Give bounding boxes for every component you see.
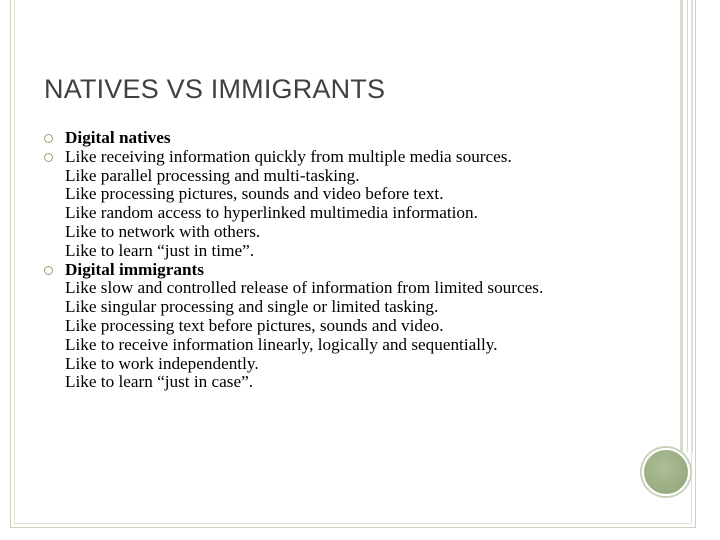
bullet-item bbox=[44, 148, 664, 261]
hollow-circle-bullet-icon bbox=[44, 134, 53, 143]
bullet-line: Digital immigrants bbox=[65, 259, 204, 279]
hollow-circle-bullet-icon bbox=[44, 266, 53, 275]
bullet-line: Like random access to hyperlinked multimedia information. bbox=[65, 203, 478, 223]
bullet-line: Like processing text before pictures, sounds and video. bbox=[65, 315, 444, 335]
bullet-line: Like to learn “just in time”. bbox=[65, 240, 255, 260]
slide-title: NATIVES VS IMMIGRANTS bbox=[44, 74, 386, 104]
bullet-line: Like to work independently. bbox=[65, 353, 259, 373]
green-circle-decoration bbox=[642, 448, 690, 496]
side-rule bbox=[692, 0, 693, 452]
hollow-circle-bullet-icon bbox=[44, 153, 53, 162]
bullet-line: Digital natives bbox=[65, 128, 171, 147]
bullet-line: Like to network with others. bbox=[65, 221, 261, 241]
bullet-line: Like to receive information linearly, logically and sequentially. bbox=[65, 334, 498, 354]
bullet-list bbox=[44, 129, 664, 392]
bullet-line: Like singular processing and single or limited tasking. bbox=[65, 297, 439, 317]
bullet-line: Like slow and controlled release of information from limited sources. bbox=[65, 278, 544, 298]
side-rule bbox=[687, 0, 688, 452]
side-rule bbox=[680, 0, 683, 452]
bullet-line: Like processing pictures, sounds and video before text. bbox=[65, 184, 444, 204]
bullet-item bbox=[44, 129, 664, 148]
bullet-line: Like parallel processing and multi-tasking. bbox=[65, 165, 360, 185]
bullet-line: Like receiving information quickly from multiple media sources. bbox=[65, 146, 512, 166]
bullet-line: Like to learn “just in case”. bbox=[65, 372, 254, 392]
bullet-item bbox=[44, 261, 664, 393]
